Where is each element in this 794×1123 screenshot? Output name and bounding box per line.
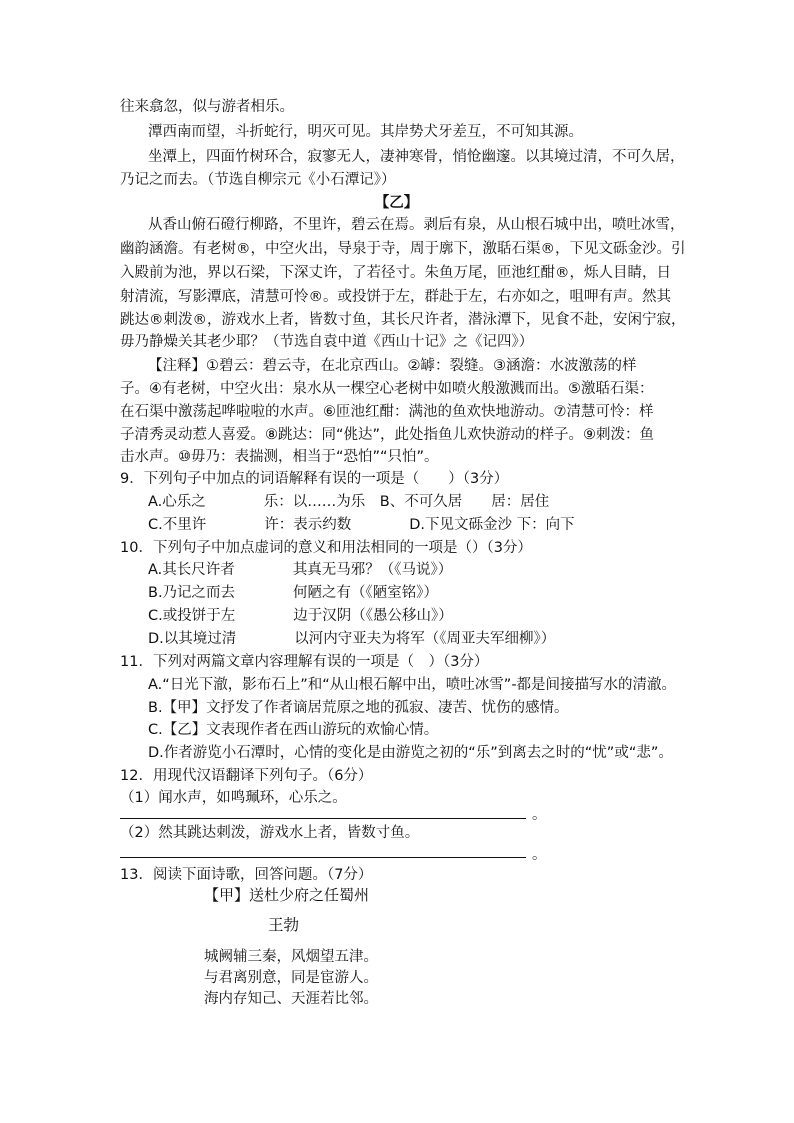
- sentence-2: （2）然其跳达刺泼，游戏水上者，皆数寸鱼。: [120, 825, 420, 841]
- poem-line: 城阙辅三秦，风烟望五津。: [204, 949, 378, 965]
- option-c: C.【乙】文表现作者在西山游玩的欢愉心情。: [148, 722, 439, 738]
- poem-line: 海内存知己、天涯若比邻。: [204, 991, 378, 1007]
- option-line: C.不里许 许：表示约数 D.下见文砾金沙 下：向下: [148, 517, 575, 533]
- text-line: 跳达®刺泼®，游戏水上者，皆数寸鱼，其长尺许者，潜泳潭下，见食不赴，安闲宁寂，: [120, 312, 686, 328]
- option-d: D.以其境过清 以河内守亚夫为将军（《周亚夫军细柳》）: [148, 631, 556, 647]
- text-line: 射清流，写影潭底，清慧可怜®。或投饼于左，群赴于左，右亦如之，咀呷有声。然其: [120, 289, 671, 305]
- note-line: 子清秀灵动惹人喜爱。⑧跳达：同“佻达”，此处指鱼儿欢快游动的样子。⑨刺泼：鱼: [120, 427, 655, 443]
- poem-author: 王勃: [268, 916, 300, 934]
- option-b: B.乃记之而去 何陋之有（《陋室铭》）: [148, 585, 439, 601]
- answer-period: 。: [532, 847, 547, 863]
- text-line: 入殿前为池，界以石梁，下深丈许，了若径寸。朱鱼万尾，匝池红酣®，烁人目睛，日: [120, 265, 671, 281]
- poem-title: 【甲】送杜少府之任蜀州: [204, 886, 370, 904]
- passage-yi-title: 【乙】: [374, 195, 419, 211]
- text-line: 幽韵涵澹。有老树®，中空火出，导泉于寺，周于廓下，激聒石渠®，下见文砾金沙。引: [120, 241, 686, 257]
- text-line: 往来翕忽，似与游者相乐。: [120, 99, 294, 115]
- answer-line-2[interactable]: [120, 857, 526, 858]
- text-line: 从香山俯石磴行柳路，不里许，碧云在焉。剥后有泉，从山根石城中出，喷吐冰雪，: [148, 217, 685, 233]
- question-stem: 12．用现代汉语翻译下列句子。（6分）: [120, 768, 373, 784]
- text-line: 乃记之而去。（节选自柳宗元《小石潭记》）: [120, 172, 396, 188]
- option-a: A.“日光下澈，影布石上”和“从山根石解中出，喷吐冰雪”-都是间接描写水的清澈。: [148, 677, 677, 693]
- option-b: B.【甲】文抒发了作者谪居荒原之地的孤寂、凄苦、忧伤的感情。: [148, 700, 569, 716]
- option-c: C.或投饼于左 边于汉阴（《愚公移山》）: [148, 608, 453, 624]
- answer-period: 。: [532, 807, 547, 823]
- question-stem: 9．下列句子中加点的词语解释有误的一项是（ ）（3分）: [120, 471, 509, 487]
- option-d: D.作者游览小石潭时，心情的变化是由游览之初的“乐”到离去之时的“忧”或“悲”。: [148, 745, 673, 761]
- option-line: A.心乐之 乐：以……为乐 B、不可久居 居：居住: [148, 494, 550, 510]
- text-line: 毋乃静燥关其老少耶？（节选自袁中道《西山十记》之《记四》）: [120, 334, 534, 350]
- note-line: 【注释】①碧云：碧云寺，在北京西山。②罅：裂缝。③涵澹：水波激荡的样: [148, 358, 637, 374]
- question-stem: 10．下列句子中加点虚词的意义和用法相同的一项是（）（3分）: [120, 540, 532, 556]
- sentence-1: （1）闻水声，如鸣珮环，心乐之。: [120, 790, 347, 806]
- poem-line: 与君离别意，同是宦游人。: [204, 970, 378, 986]
- text-line: 坐潭上，四面竹树环合，寂寥无人，凄神寒骨，悄怆幽邃。以其境过清，不可久居，: [148, 149, 685, 165]
- question-stem: 13．阅读下面诗歌，回答问题。（7分）: [120, 867, 373, 883]
- note-line: 击水声。⑩毋乃：表揣测，相当于“恐怕”“只怕”。: [120, 449, 439, 465]
- text-line: 潭西南而望，斗折蛇行，明灭可见。其岸势犬牙差互，不可知其源。: [148, 124, 583, 140]
- option-a: A.其长尺许者 其真无马邪？（《马说》）: [148, 562, 453, 578]
- question-stem: 11．下列对两篇文章内容理解有误的一项是（ ）（3分）: [120, 654, 489, 670]
- note-line: 子。④有老树，中空火出：泉水从一棵空心老树中如喷火般激溅而出。⑤激聒石渠：: [120, 381, 654, 397]
- note-line: 在石渠中激荡起哗啦啦的水声。⑥匝池红酣：满池的鱼欢快地游动。⑦清慧可怜：样: [120, 404, 654, 420]
- answer-line-1[interactable]: [120, 818, 526, 819]
